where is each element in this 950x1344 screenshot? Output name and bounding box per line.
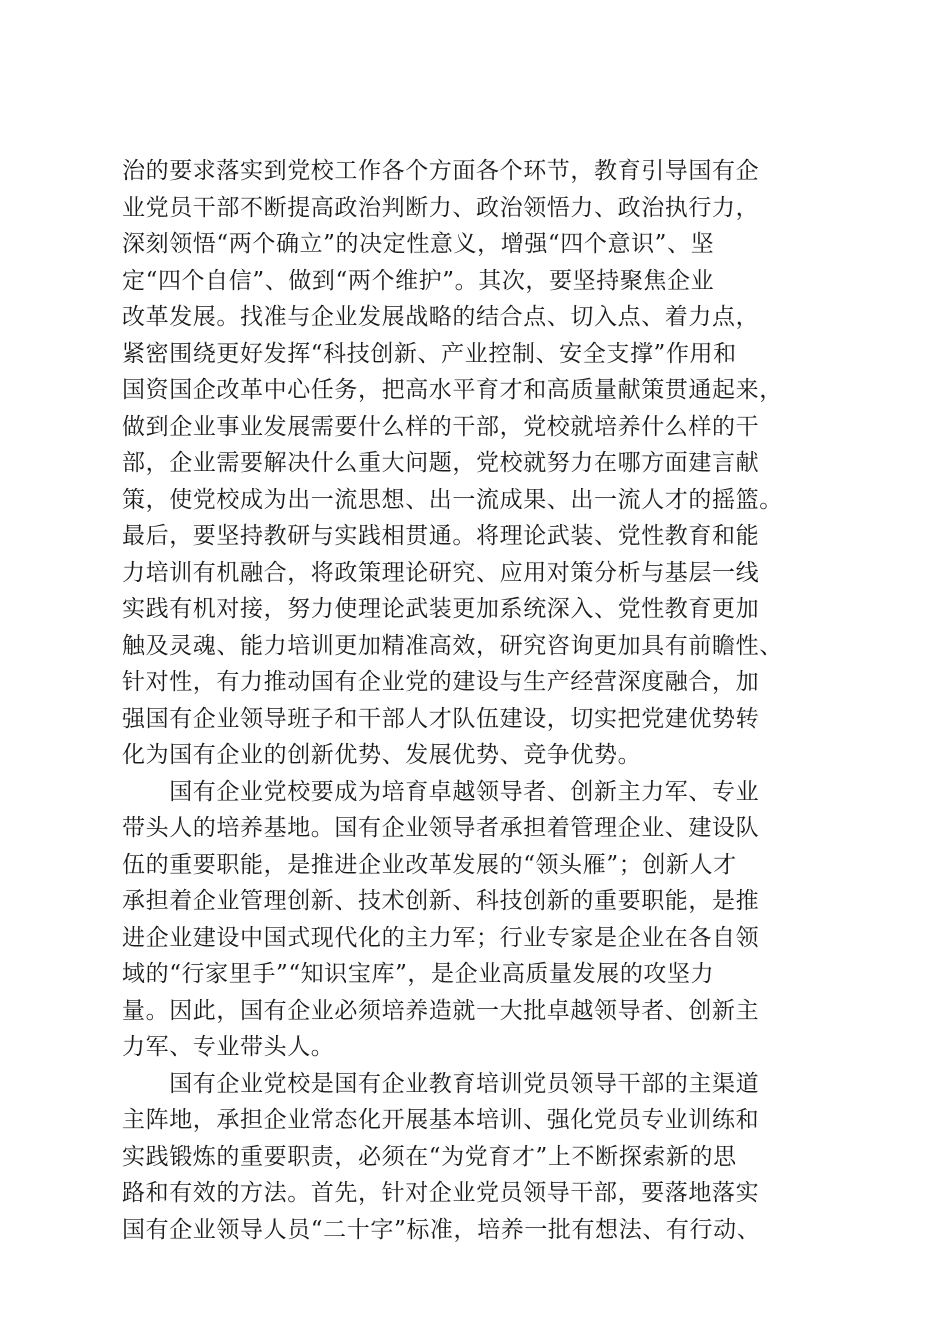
text-line: 承担着企业管理创新、技术创新、科技创新的重要职能，是推: [122, 888, 760, 914]
text-line: 域的“行家里手”“知识宝库”，是企业高质量发展的攻坚力: [122, 961, 715, 987]
text-line: 国有企业领导人员“二十字”标准，培养一批有想法、有行动、: [122, 1216, 761, 1243]
text-line: 针对性，有力推动国有企业党的建设与生产经营深度融合，加: [122, 669, 760, 695]
text-line: 定“四个自信”、做到“两个维护”。其次，要坚持聚焦企业: [122, 267, 715, 294]
text-line: 力军、专业带头人。: [122, 1034, 335, 1060]
text-line: 最后，要坚持教研与实践相贯通。将理论武装、党性教育和能: [122, 523, 760, 549]
text-line: 化为国有企业的创新优势、发展优势、竞争优势。: [122, 742, 642, 768]
text-line: 强国有企业领导班子和干部人才队伍建设，切实把党建优势转: [122, 705, 760, 732]
text-line: 国有企业党校要成为培育卓越领导者、创新主力军、专业: [122, 778, 760, 805]
text-line: 业党员干部不断提高政治判断力、政治领悟力、政治执行力，: [122, 194, 760, 221]
text-line: 部，企业需要解决什么重大问题，党校就努力在哪方面建言献: [122, 450, 760, 476]
text-line: 伍的重要职能，是推进企业改革发展的“领头雁”；创新人才: [122, 851, 737, 878]
text-line: 带头人的培养基地。国有企业领导者承担着管理企业、建设队: [122, 815, 760, 841]
text-line: 主阵地，承担企业常态化开展基本培训、强化党员专业训练和: [122, 1107, 760, 1133]
text-line: 进企业建设中国式现代化的主力军；行业专家是企业在各自领: [122, 924, 760, 951]
text-line: 国资国企改革中心任务，把高水平育才和高质量献策贯通起来，: [122, 377, 783, 403]
text-line: 路和有效的方法。首先，针对企业党员领导干部，要落地落实: [122, 1180, 760, 1206]
text-line: 紧密围绕更好发挥“科技创新、产业控制、安全支撑”作用和: [122, 340, 737, 367]
text-line: 实践锻炼的重要职责，必须在“为党育才”上不断探索新的思: [122, 1143, 737, 1170]
text-line: 策，使党校成为出一流思想、出一流成果、出一流人才的摇篮。: [122, 486, 783, 513]
document-body: [122, 153, 832, 1248]
text-line: 力培训有机融合，将政策理论研究、应用对策分析与基层一线: [122, 559, 760, 586]
text-line: 实践有机对接，努力使理论武装更加系统深入、党性教育更加: [122, 596, 760, 622]
text-line: 做到企业事业发展需要什么样的干部，党校就培养什么样的干: [122, 413, 760, 440]
text-line: 触及灵魂、能力培训更加精准高效，研究咨询更加具有前瞻性、: [122, 632, 783, 659]
text-line: 量。因此，国有企业必须培养造就一大批卓越领导者、创新主: [122, 997, 760, 1024]
text-line: 治的要求落实到党校工作各个方面各个环节，教育引导国有企: [122, 158, 760, 184]
text-line: 改革发展。找准与企业发展战略的结合点、切入点、着力点，: [122, 304, 760, 330]
text-line: 国有企业党校是国有企业教育培训党员领导干部的主渠道: [122, 1070, 760, 1097]
text-line: 深刻领悟“两个确立”的决定性意义，增强“四个意识”、坚: [122, 231, 715, 257]
